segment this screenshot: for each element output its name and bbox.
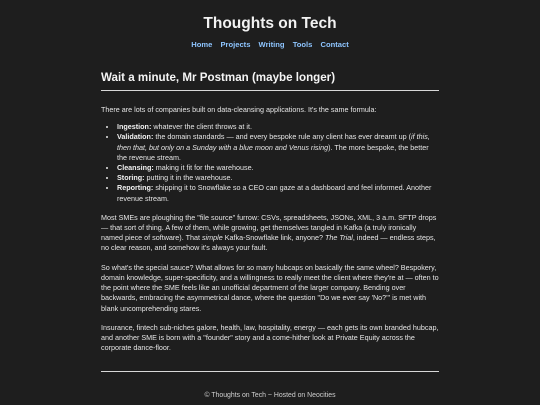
post-paragraph-4: Insurance, fintech sub-niches galore, health, law, hospitality, energy — each gets its own branded hubcap, and another SME is born with a "founder" story and a come-hither look at Private Equity across the corporate dance-floor.	[101, 322, 439, 353]
list-term: Validation:	[117, 132, 154, 142]
list-text: the domain standards — and every bespoke rule any client has ever dreamt up (	[153, 132, 412, 142]
post-title: Wait a minute, Mr Postman (maybe longer)	[101, 71, 439, 90]
list-item	[117, 132, 439, 163]
list-text: shipping it to Snowflake so a CEO can gaze at a dashboard and feel informed. Another revenue stream.	[117, 183, 432, 203]
list-text: putting it in the warehouse.	[144, 173, 233, 183]
nav-home[interactable]: Home	[191, 39, 213, 49]
nav-writing[interactable]: Writing	[258, 39, 285, 49]
list-text: ). The more bespoke, the better the revenue stream.	[117, 142, 429, 162]
site-footer	[101, 391, 439, 401]
site-header	[101, 0, 439, 50]
nav-projects[interactable]: Projects	[220, 39, 251, 49]
formula-list	[101, 122, 439, 204]
nav-contact[interactable]: Contact	[320, 39, 349, 49]
site-title: Thoughts on Tech	[203, 15, 337, 32]
paragraph-text: Kafka-Snowflake link, anyone?	[222, 233, 326, 243]
list-item	[117, 183, 439, 203]
list-item	[117, 122, 439, 132]
post-intro: There are lots of companies built on data-cleansing applications. It's the same formula:	[101, 104, 377, 114]
paragraph-italic: simple	[201, 233, 223, 243]
paragraph-text: , indeed — endless steps, no clear reason, and somehow it's always your fault.	[101, 233, 436, 253]
footer-hosting-link[interactable]: Hosted on Neocities	[273, 392, 336, 400]
list-item	[117, 163, 439, 173]
list-term: Ingestion:	[117, 122, 152, 132]
nav-tools[interactable]: Tools	[292, 39, 313, 49]
list-italic: if this, then that, but only on a Sunday with a blue moon and Venus rising	[117, 132, 430, 152]
page-container	[101, 0, 439, 401]
paragraph-text: Most SMEs are ploughing the "file source" furrow: CSVs, spreadsheets, JSONs, XML, 3 a.m. SFTP drops — that sort of thing. A few of them, while growing, get themselves tangled in Kafka (a truly ironically named piece of software). That	[101, 212, 437, 243]
footer-divider	[101, 371, 439, 372]
list-item	[117, 173, 439, 183]
main-nav	[101, 40, 439, 51]
post-paragraph-2	[101, 213, 439, 254]
list-text: whatever the client throws at it.	[151, 122, 253, 132]
list-term: Reporting:	[117, 183, 154, 193]
list-term: Storing:	[117, 173, 145, 183]
list-term: Cleansing:	[117, 162, 154, 172]
list-text: making it fit for the warehouse.	[153, 162, 254, 172]
paragraph-italic: The Trial	[325, 233, 353, 243]
footer-text: © Thoughts on Tech ~	[204, 392, 274, 400]
post-article	[101, 71, 439, 353]
post-paragraph-3: So what's the special sauce? What allows for so many hubcaps on basically the same wheel? Bespokery, domain knowledge, super-specificity, and a willingness to really meet the client where they're at — often to the point where the SME feels like an unofficial department of the larger company. Bending over backwards, embracing the asymmetrical dance, where the question "Do we ever say 'No?'" is met with blank uncomprehending stares.	[101, 262, 439, 313]
